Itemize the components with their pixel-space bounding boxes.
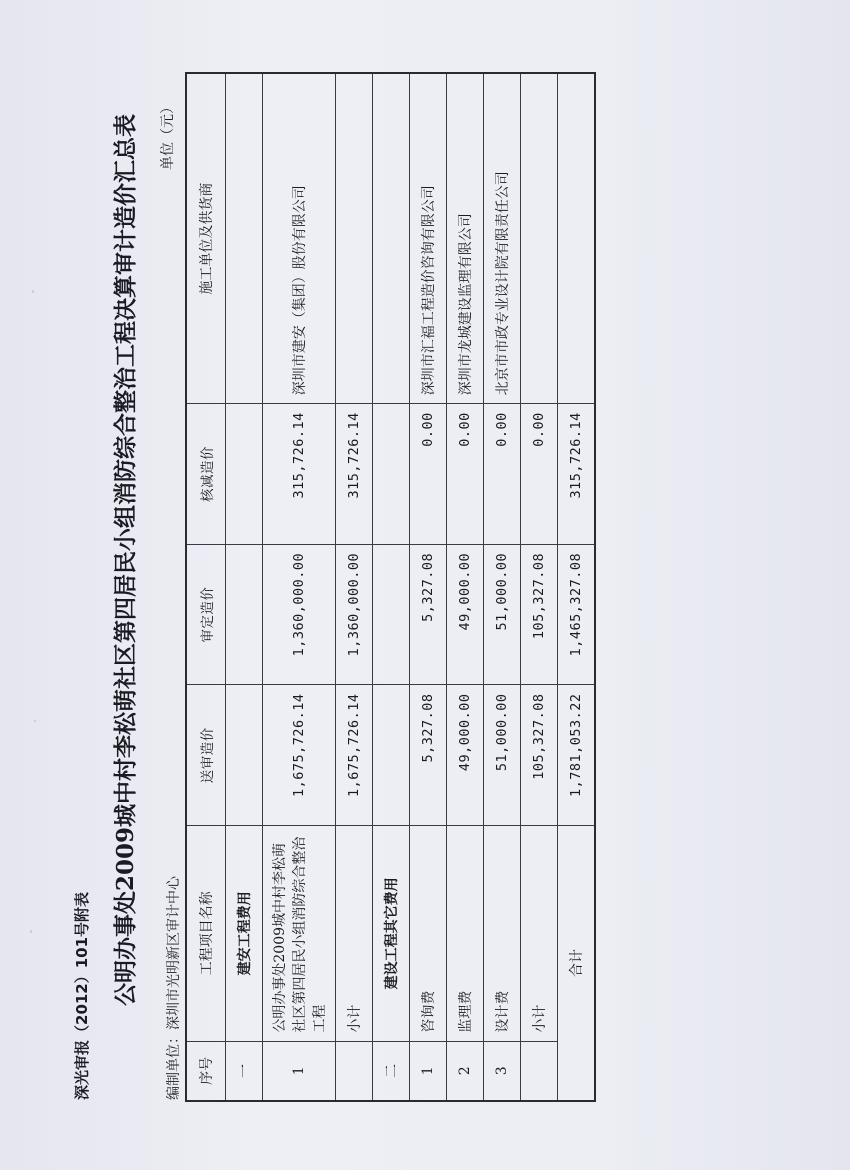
header-reduction: 核减造价 [186,404,226,545]
cell-seq: 3 [484,1041,521,1101]
total-reduction: 315,726.14 [558,404,596,545]
cell-seq: 二 [373,1041,410,1101]
cell-seq: 1 [410,1041,447,1101]
total-submitted: 1,781,053.22 [558,685,596,826]
header-approved: 审定造价 [186,544,226,685]
cell-approved: 51,000.00 [484,544,521,685]
total-vendor [558,73,596,404]
cell-vendor [521,73,558,404]
cell-reduction: 0.00 [410,404,447,545]
total-approved: 1,465,327.08 [558,544,596,685]
cell-reduction: 315,726.14 [263,404,336,545]
cell-name: 设计费 [484,826,521,1042]
scan-speck [30,930,32,933]
cell-seq: 1 [263,1041,336,1101]
cell-approved: 5,327.08 [410,544,447,685]
table-row [263,73,336,1101]
total-label: 合计 [558,826,596,1101]
cell-approved: 105,327.08 [521,544,558,685]
table-row [226,73,263,1101]
scan-speck [34,720,36,722]
cell-vendor: 深圳市建安（集团）股份有限公司 [263,73,336,404]
cell-seq: 2 [447,1041,484,1101]
cell-name: 建设工程其它费用 [373,826,410,1042]
cell-name: 小计 [336,826,373,1042]
table-row [484,73,521,1101]
cell-submitted: 49,000.00 [447,685,484,826]
cell-vendor [373,73,410,404]
cell-seq [521,1041,558,1101]
cell-vendor: 北京市市政专业设计院有限责任公司 [484,73,521,404]
rotated-document [45,50,805,1120]
cell-name: 小计 [521,826,558,1042]
cell-vendor: 深圳市汇福工程造价咨询有限公司 [410,73,447,404]
cell-approved: 1,360,000.00 [263,544,336,685]
cell-vendor: 深圳市龙城建设监理有限公司 [447,73,484,404]
cell-reduction: 0.00 [447,404,484,545]
cell-reduction: 0.00 [484,404,521,545]
preparing-organization: 编制单位：深圳市光明新区审计中心 [166,876,182,1100]
cell-name: 咨询费 [410,826,447,1042]
cell-submitted [226,685,263,826]
header-project-name: 工程项目名称 [186,826,226,1042]
cell-reduction: 0.00 [521,404,558,545]
cell-seq [336,1041,373,1101]
total-row [558,73,596,1101]
cell-approved [373,544,410,685]
document-title: 公明办事处2009城中村李松萌社区第四居民小组消防综合整治工程决算审计造价汇总表 [112,114,139,1007]
cell-reduction [373,404,410,545]
table-header-row [186,73,226,1101]
header-vendor: 施工单位及供货商 [186,73,226,404]
cell-reduction [226,404,263,545]
table-row [336,73,373,1101]
table-row [447,73,484,1101]
cell-submitted: 1,675,726.14 [263,685,336,826]
audit-summary-table [185,72,596,1102]
scan-speck [32,290,34,293]
document-number: 深光审报（2012）101号附表 [73,891,91,1100]
cell-name: 监理费 [447,826,484,1042]
cell-submitted: 105,327.08 [521,685,558,826]
cell-submitted: 5,327.08 [410,685,447,826]
header-submitted: 送审造价 [186,685,226,826]
cell-vendor [336,73,373,404]
table-row [521,73,558,1101]
header-seq: 序号 [186,1041,226,1101]
cell-submitted: 1,675,726.14 [336,685,373,826]
cell-approved: 49,000.00 [447,544,484,685]
cell-seq: 一 [226,1041,263,1101]
currency-unit: 单位（元） [160,100,176,170]
cell-vendor [226,73,263,404]
cell-submitted: 51,000.00 [484,685,521,826]
table-row [410,73,447,1101]
cell-name: 建安工程费用 [226,826,263,1042]
cell-reduction: 315,726.14 [336,404,373,545]
cell-approved: 1,360,000.00 [336,544,373,685]
cell-name: 公明办事处2009城中村李松萌社区第四居民小组消防综合整治工程 [263,826,336,1042]
cell-submitted [373,685,410,826]
table-row [373,73,410,1101]
cell-approved [226,544,263,685]
